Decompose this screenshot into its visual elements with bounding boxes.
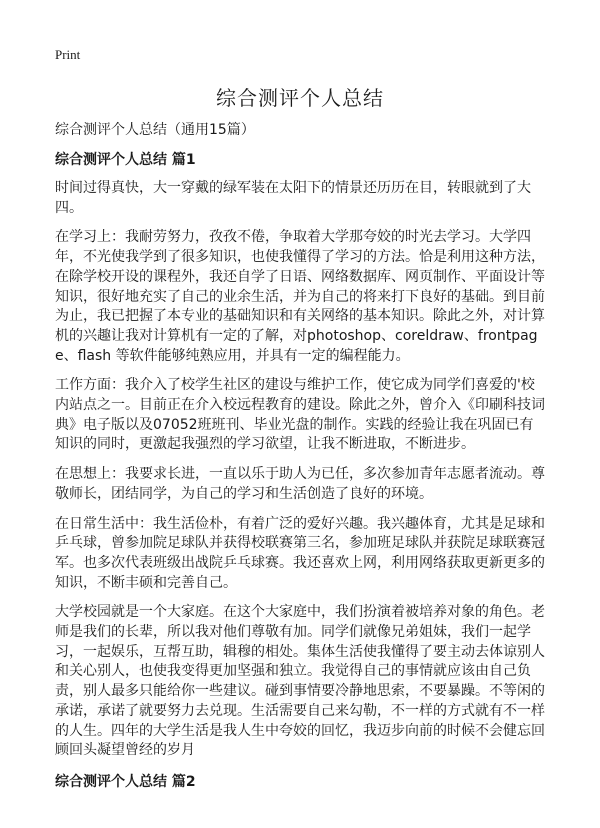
paragraph — [55, 603, 545, 761]
paragraph — [55, 465, 545, 504]
paragraph-line: 师长，团结同学，为自己的学习和生活创造了良好的环境。 — [69, 485, 433, 502]
section-1-paragraphs — [55, 179, 545, 761]
paragraph-line: 好地充实了自己的业余生活，并为自己的将来打下良好的基础。到目前为止，我已 — [55, 288, 545, 325]
paragraph-line: 在日常生活中：我生活俭朴，有着广泛的爱好兴趣。我兴趣体育，尤其是足球和乒 — [55, 515, 545, 552]
paragraph-line: 把握了本专业的基础知识和有关网络的基本知识。除此之外，对计算机的兴趣让我 — [55, 308, 545, 344]
paragraph-line: 在学习上：我耐劳努力，孜孜不倦，争取着大学那夸姣的时光去学习。大学四年， — [55, 229, 531, 266]
paragraph-line: 只能给你一些建议。碰到事情要冷静地思索，不要暴躁。不等闲的承诺，承诺了就 — [55, 683, 545, 719]
paragraph-line: 乓球，曾参加院足球队并获得校联赛第三名，参加班足球队并获院足球联赛冠军。 — [55, 535, 545, 571]
paragraph-line: 电子版以及07052班班刊、毕业光盘的制作。实践的经验让我在巩固已有知识的同 — [55, 416, 534, 453]
paragraph-line: 不断丰硕和完善自己。 — [97, 574, 237, 591]
paragraph — [55, 179, 545, 218]
paragraph — [55, 515, 545, 594]
page-title: 综合测评个人总结 — [216, 86, 384, 110]
paragraph-line: 工作方面：我介入了校学生社区的建设与维护工作，使它成为同学们喜爱的'校内 — [55, 377, 535, 414]
paragraph-line: 不光使我学到了很多知识，也使我懂得了学习的方法。恰是利用这种方法，在除学 — [55, 249, 545, 285]
paragraph-line: 在思想上：我要求长进，一直以乐于助人为已任，多次参加青年志愿者流动。尊敬 — [55, 466, 545, 502]
section-heading-2: 综合测评个人总结 篇2 — [55, 773, 196, 790]
paragraph-line: 月 — [181, 742, 195, 759]
document-subtitle: 综合测评个人总结（通用15篇） — [55, 122, 255, 138]
paragraph-line: 也多次代表班级出战院乒乓球赛。我还喜欢上网，利用网络获取更新更多的知识， — [55, 554, 545, 591]
section-heading-1: 综合测评个人总结 篇1 — [55, 152, 196, 168]
paragraph-line: 应用，并具有一定的编程能力。 — [213, 347, 410, 364]
paragraph-line: 人，也使我变得更加坚强和独立。我觉得自己的事情就应该由自己负责，别人最多 — [55, 663, 531, 700]
paragraph-line: 要努力去兑现。生活需要自己来勾勒，不一样的方式就有不一样的人生。四年的大 — [55, 702, 545, 739]
paragraph-line: 学生活是我人生中夸姣的回忆，我迈步向前的时候不会健忘回顾回头凝望曾经的岁 — [55, 722, 545, 759]
paragraph-line: 是我们的长辈，所以我对他们尊敬有加。同学们就像兄弟姐妹，我们一起学习，一 — [55, 624, 531, 660]
paragraph-line: 起娱乐，互帮互助，辑穆的相处。集体生活使我懂得了要主动去体谅别人和关心别 — [55, 643, 545, 680]
paragraph — [55, 228, 545, 366]
paragraph-line: 大学校园就是一个大家庭。在这个大家庭中，我们扮演着被培养对象的角色。老师 — [55, 604, 545, 641]
print-link[interactable]: Print — [55, 47, 81, 62]
document-body — [55, 119, 545, 801]
paragraph-line: 时，更激起我强烈的学习欲望，让我不断进取，不断进步。 — [111, 436, 475, 453]
paragraph — [55, 376, 545, 455]
paragraph-line: 时间过得真快，大一穿戴的绿军装在太阳下的情景还历历在目，转眼就到了大四。 — [55, 180, 531, 216]
paragraph-line: 校开设的课程外，我还自学了日语、网络数据库、网页制作、平面设计等知识，很 — [55, 268, 545, 305]
paragraph-line: 对计算机有一定的了解，对photoshop、coreldraw、frontpage、flash 等软件能够纯熟 — [55, 327, 538, 364]
paragraph-line: 站点之一。目前正在介入校远程教育的建设。除此之外，曾介入《印刷科技词典》 — [55, 397, 545, 433]
